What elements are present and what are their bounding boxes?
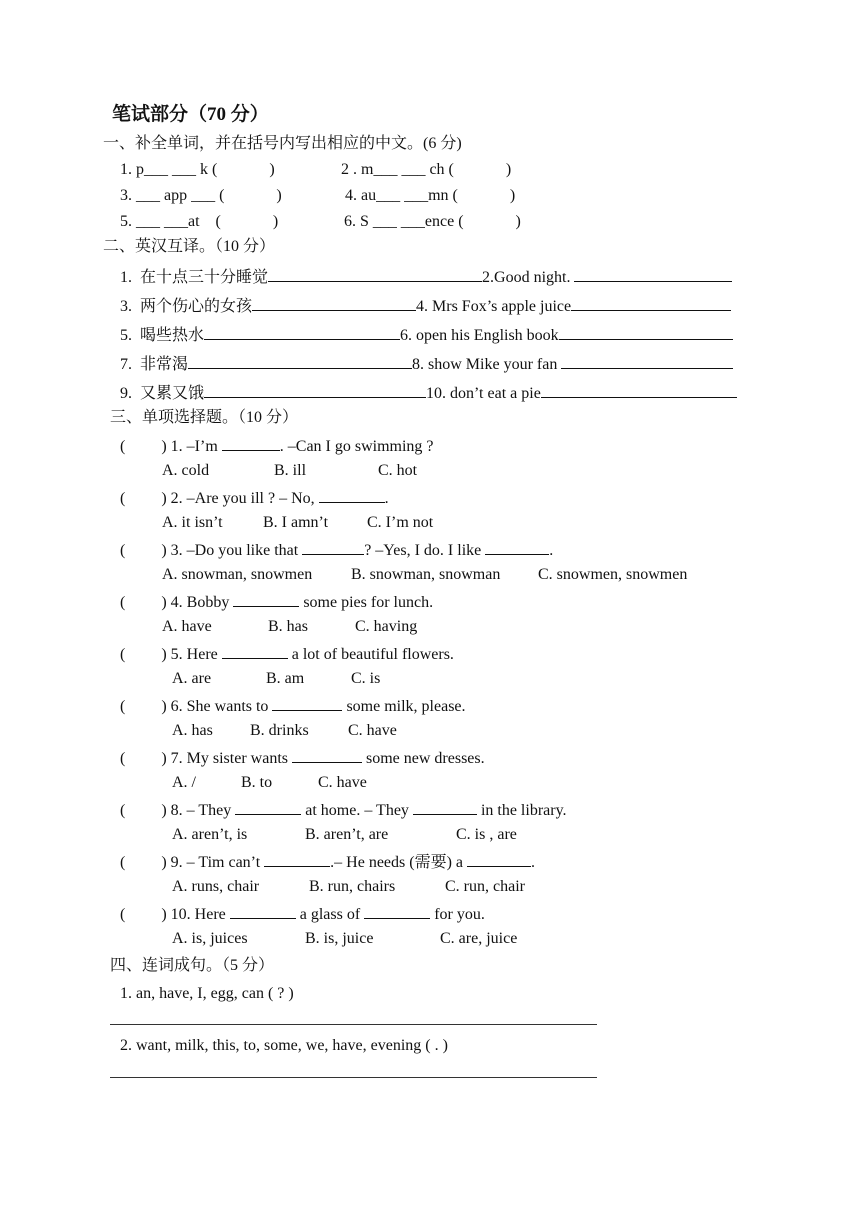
- answer-blank[interactable]: [467, 851, 531, 867]
- answer-blank[interactable]: [268, 266, 482, 282]
- option-a[interactable]: A. snowman, snowmen: [162, 566, 313, 583]
- option-c[interactable]: C. is: [351, 670, 381, 687]
- translate-prompt: 10. don’t eat a pie: [426, 385, 541, 402]
- answer-blank[interactable]: [559, 324, 733, 340]
- answer-blank[interactable]: [235, 799, 301, 815]
- reorder-question-1: 1. an, have, I, egg, can ( ? ): [120, 985, 294, 1002]
- answer-blank[interactable]: [204, 382, 426, 398]
- answer-blank[interactable]: [204, 324, 400, 340]
- answer-bracket[interactable]: ( ): [120, 750, 167, 767]
- answer-bracket[interactable]: ( ): [120, 854, 167, 871]
- answer-blank[interactable]: [222, 435, 280, 451]
- spell-item-1: 1. p___ ___ k ( ): [120, 161, 275, 178]
- option-c[interactable]: C. is , are: [456, 826, 517, 843]
- option-a[interactable]: A. are: [172, 670, 212, 687]
- answer-bracket[interactable]: ( ): [120, 594, 167, 611]
- spell-item-6: 6. S ___ ___ence ( ): [344, 213, 521, 230]
- option-b[interactable]: B. to: [241, 774, 273, 791]
- option-a[interactable]: A. runs, chair: [172, 878, 260, 895]
- option-b[interactable]: B. has: [268, 618, 308, 635]
- section-1-heading: 一、补全单词，并在括号内写出相应的中文。(6 分): [103, 135, 462, 152]
- option-b[interactable]: B. snowman, snowman: [351, 566, 501, 583]
- question-3: ( ) 3. –Do you like that ? –Yes, I do. I like .: [120, 539, 553, 561]
- translate-prompt: 9. 又累又饿: [120, 385, 205, 402]
- answer-blank[interactable]: [233, 591, 299, 607]
- option-b[interactable]: B. drinks: [250, 722, 309, 739]
- section-3-heading: 三、单项选择题。（10 分）: [110, 409, 299, 426]
- option-c[interactable]: C. run, chair: [445, 878, 525, 895]
- translate-row-5: [120, 382, 737, 404]
- answer-blank[interactable]: [364, 903, 430, 919]
- answer-blank[interactable]: [561, 353, 733, 369]
- answer-blank[interactable]: [571, 295, 731, 311]
- spell-item-2: 2 . m___ ___ ch ( ): [341, 161, 512, 178]
- answer-blank[interactable]: [264, 851, 330, 867]
- option-c[interactable]: C. have: [318, 774, 367, 791]
- option-c[interactable]: C. are, juice: [440, 930, 518, 947]
- translate-prompt: 1. 在十点三十分睡觉: [120, 269, 269, 286]
- answer-blank[interactable]: [230, 903, 296, 919]
- translate-prompt: 3. 两个伤心的女孩: [120, 298, 253, 315]
- translate-row-1: [120, 266, 732, 288]
- question-5: ( ) 5. Here a lot of beautiful flowers.: [120, 643, 454, 665]
- answer-bracket[interactable]: ( ): [120, 542, 167, 559]
- option-a[interactable]: A. is, juices: [172, 930, 248, 947]
- reorder-question-2: 2. want, milk, this, to, some, we, have, evening ( . ): [120, 1037, 448, 1054]
- answer-blank[interactable]: [413, 799, 477, 815]
- translate-prompt: 6. open his English book: [400, 327, 559, 344]
- translate-row-4: [120, 353, 733, 375]
- answer-bracket[interactable]: ( ): [120, 802, 167, 819]
- option-a[interactable]: A. have: [162, 618, 212, 635]
- option-b[interactable]: B. is, juice: [305, 930, 374, 947]
- section-4-heading: 四、连词成句。（5 分）: [110, 957, 275, 974]
- option-a[interactable]: A. has: [172, 722, 213, 739]
- question-10: ( ) 10. Here a glass of for you.: [120, 903, 485, 925]
- page-title: 笔试部分（70 分）: [112, 104, 269, 125]
- question-2: ( ) 2. –Are you ill ? – No, .: [120, 487, 389, 509]
- question-9: ( ) 9. – Tim can’t .– He needs (需要) a .: [120, 851, 535, 873]
- answer-blank[interactable]: [292, 747, 362, 763]
- answer-blank[interactable]: [272, 695, 342, 711]
- answer-blank[interactable]: [574, 266, 732, 282]
- option-a[interactable]: A. /: [172, 774, 196, 791]
- option-a[interactable]: A. cold: [162, 462, 210, 479]
- answer-bracket[interactable]: ( ): [120, 490, 167, 507]
- answer-blank[interactable]: [319, 487, 385, 503]
- translate-row-2: [120, 295, 731, 317]
- answer-bracket[interactable]: ( ): [120, 906, 167, 923]
- question-4: ( ) 4. Bobby some pies for lunch.: [120, 591, 433, 613]
- option-b[interactable]: B. aren’t, are: [305, 826, 389, 843]
- translate-row-3: [120, 324, 733, 346]
- option-c[interactable]: C. snowmen, snowmen: [538, 566, 688, 583]
- section-2-heading: 二、英汉互译。（10 分）: [103, 238, 276, 255]
- option-a[interactable]: A. aren’t, is: [172, 826, 248, 843]
- spell-item-3: 3. ___ app ___ ( ): [120, 187, 282, 204]
- option-c[interactable]: C. having: [355, 618, 418, 635]
- option-b[interactable]: B. am: [266, 670, 305, 687]
- spell-item-4: 4. au___ ___mn ( ): [345, 187, 516, 204]
- question-7: ( ) 7. My sister wants some new dresses.: [120, 747, 485, 769]
- option-c[interactable]: C. hot: [378, 462, 418, 479]
- translate-prompt: 4. Mrs Fox’s apple juice: [416, 298, 572, 315]
- option-b[interactable]: B. I amn’t: [263, 514, 329, 531]
- answer-bracket[interactable]: ( ): [120, 646, 167, 663]
- answer-line[interactable]: [110, 1077, 597, 1078]
- answer-blank[interactable]: [485, 539, 549, 555]
- translate-prompt: 7. 非常渴: [120, 356, 189, 373]
- answer-blank[interactable]: [541, 382, 737, 398]
- answer-blank[interactable]: [302, 539, 364, 555]
- answer-bracket[interactable]: ( ): [120, 698, 167, 715]
- question-1: ( ) 1. –I’m . –Can I go swimming ?: [120, 435, 434, 457]
- answer-blank[interactable]: [222, 643, 288, 659]
- translate-prompt: 2.Good night.: [482, 269, 575, 286]
- translate-prompt: 5. 喝些热水: [120, 327, 205, 344]
- spell-item-5: 5. ___ ___at ( ): [120, 213, 279, 230]
- option-c[interactable]: C. have: [348, 722, 397, 739]
- question-6: ( ) 6. She wants to some milk, please.: [120, 695, 466, 717]
- answer-line[interactable]: [110, 1024, 597, 1025]
- answer-bracket[interactable]: ( ): [120, 438, 167, 455]
- question-8: ( ) 8. – They at home. – They in the library.: [120, 799, 567, 821]
- option-c[interactable]: C. I’m not: [367, 514, 434, 531]
- answer-blank[interactable]: [188, 353, 412, 369]
- answer-blank[interactable]: [252, 295, 416, 311]
- option-b[interactable]: B. run, chairs: [309, 878, 396, 895]
- option-a[interactable]: A. it isn’t: [162, 514, 223, 531]
- option-b[interactable]: B. ill: [274, 462, 307, 479]
- translate-prompt: 8. show Mike your fan: [412, 356, 562, 373]
